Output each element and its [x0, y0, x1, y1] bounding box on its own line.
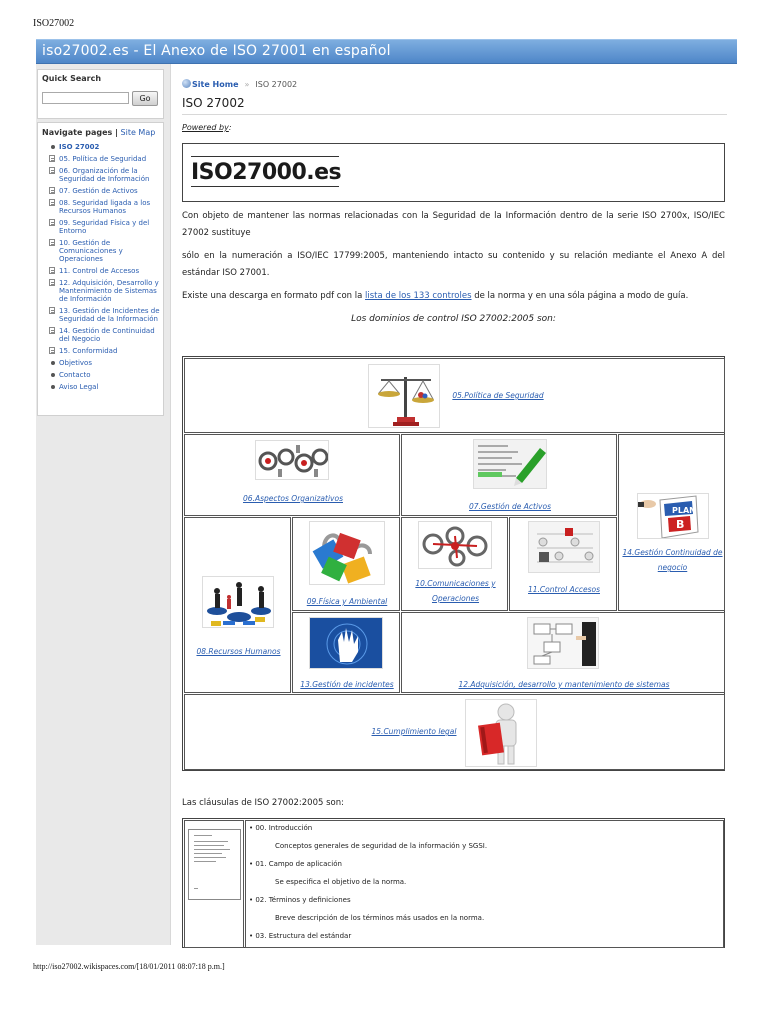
svg-text:PLAN: PLAN [672, 506, 696, 515]
powered-by-text: Powered by [182, 123, 229, 132]
print-header-title: ISO27002 [33, 18, 75, 29]
gears-network-image [418, 521, 492, 569]
download-text-pre: Existe una descarga en formato pdf con la [182, 291, 366, 301]
nav-item[interactable] [42, 167, 162, 183]
site-map-link[interactable]: Site Map [120, 128, 156, 137]
domain-cell-15 [184, 694, 725, 770]
domain-09-link[interactable]: 09.Física y Ambiental [306, 597, 388, 606]
clausulas-table [182, 818, 725, 948]
domain-cell-09 [292, 517, 400, 611]
domain-05-link[interactable]: 05.Política de Seguridad [452, 391, 544, 400]
nav-item-label: 15. Conformidad [59, 347, 118, 355]
domain-cell-12 [401, 612, 725, 693]
bullet-icon [51, 145, 55, 149]
domain-cell-14 [618, 434, 725, 611]
nav-item-label: 08. Seguridad ligada a los Recursos Humanos [59, 199, 151, 215]
clausula-item: • 02. Términos y definiciones [249, 896, 351, 904]
padlocks-image [309, 521, 385, 585]
clausula-description: Conceptos generales de seguridad de la información y SGSI. [275, 842, 488, 850]
nav-item-label: 09. Seguridad Física y del Entorno [59, 219, 150, 235]
development-diagram-image [527, 617, 599, 669]
page-icon [49, 239, 55, 246]
navigate-pages-panel [37, 122, 164, 416]
gears-people-image [255, 440, 329, 480]
nav-item[interactable] [42, 383, 162, 391]
breadcrumb-separator: » [244, 80, 250, 89]
nav-item[interactable] [42, 187, 162, 195]
nav-item-label: 11. Control de Accesos [59, 267, 140, 275]
clausulas-heading: Las cláusulas de ISO 27002:2005 son: [182, 798, 344, 808]
domain-15-link[interactable]: 15.Cumplimiento legal [371, 727, 457, 736]
numbering-paragraph: sólo en la numeración a ISO/IEC 17799:2005, manteniendo intacto su contenido y su relación mediante el Anexo A del estándar ISO 27001. [182, 251, 725, 278]
domain-11-link[interactable]: 11.Control Accesos [528, 585, 600, 594]
nav-item-label: 14. Gestión de Continuidad del Negocio [59, 327, 155, 343]
breadcrumb-home-link[interactable]: Site Home [192, 80, 239, 89]
page-icon [49, 327, 55, 334]
domain-13-link[interactable]: 13.Gestión de incidentes [300, 680, 394, 689]
page-icon [49, 167, 55, 174]
nav-item-label: Contacto [59, 371, 91, 379]
domain-10-link[interactable]: 10.Comunicaciones y Operaciones [415, 579, 496, 603]
nav-item[interactable] [42, 267, 162, 275]
iso27000-logo-banner[interactable] [182, 143, 725, 202]
clausula-item: • 00. Introducción [249, 824, 313, 832]
access-control-image [528, 521, 600, 573]
nav-item[interactable] [42, 239, 162, 263]
page-icon [49, 155, 55, 162]
nav-item[interactable] [42, 199, 162, 215]
page-icon [49, 199, 55, 206]
nav-item[interactable] [42, 143, 162, 151]
domain-12-link[interactable]: 12.Adquisición, desarrollo y mantenimiento de sistemas [458, 680, 670, 689]
bullet-icon [51, 385, 55, 389]
breadcrumb [182, 79, 297, 89]
nav-item[interactable] [42, 347, 162, 355]
breadcrumb-current: ISO 27002 [255, 80, 298, 89]
domains-grid [182, 356, 725, 771]
bullet-icon [51, 361, 55, 365]
nav-item[interactable] [42, 371, 162, 379]
page-icon [49, 307, 55, 314]
domain-06-link[interactable]: 06.Aspectos Organizativos [243, 494, 343, 503]
page-icon [49, 267, 55, 274]
domain-cell-08 [184, 517, 291, 693]
page-icon [49, 279, 55, 286]
controls-list-link[interactable]: lista de los 133 controles [365, 291, 472, 301]
nav-item-label: Objetivos [59, 359, 92, 367]
clausula-item: • 03. Estructura del estándar [249, 932, 352, 940]
site-banner-title: iso27002.es - El Anexo de ISO 27001 en español [42, 43, 391, 59]
nav-item-label: 12. Adquisición, Desarrollo y Mantenimiento de Sistemas de Información [59, 279, 159, 303]
asset-spreadsheet-image [473, 439, 547, 489]
download-text-post: de la norma y en una sóla página a modo de guía. [471, 291, 689, 301]
page-title: ISO 27002 [182, 96, 245, 110]
nav-item-label: Aviso Legal [59, 383, 99, 391]
domain-cell-06 [184, 434, 400, 516]
print-footer-url: http://iso27002.wikispaces.com/[18/01/2011 08:07:18 p.m.] [33, 962, 225, 971]
domain-cell-10 [401, 517, 508, 611]
quick-search-title: Quick Search [42, 74, 102, 83]
intro-paragraph: Con objeto de mantener las normas relacionadas con la Seguridad de la Información dentro de la serie ISO 2700x, ISO/IEC 27002 sustituye [182, 211, 725, 238]
title-divider [182, 114, 727, 115]
logo-top-rule [191, 156, 339, 157]
team-people-image [202, 576, 274, 628]
domains-heading: Los dominios de control ISO 27002:2005 son: [351, 314, 556, 324]
domain-08-link[interactable]: 08.Recursos Humanos [196, 647, 281, 656]
site-banner [36, 39, 737, 64]
nav-item-label: 13. Gestión de Incidentes de Seguridad de la Información [59, 307, 160, 323]
nav-list [42, 143, 162, 395]
download-paragraph [182, 288, 725, 305]
domain-cell-13 [292, 612, 400, 693]
powered-by-colon: : [228, 123, 232, 132]
page-icon [49, 187, 55, 194]
plan-b-image [637, 493, 709, 539]
powered-by-label [182, 123, 232, 132]
search-input[interactable] [42, 92, 129, 104]
nav-item[interactable] [42, 219, 162, 235]
clausula-item: • 01. Campo de aplicación [249, 860, 342, 868]
clausulas-list [245, 820, 724, 948]
nav-item-label: 06. Organización de la Seguridad de Información [59, 167, 150, 183]
domain-cell-05 [184, 358, 725, 433]
hand-print-image [309, 617, 383, 669]
nav-item[interactable] [42, 279, 162, 303]
domain-14-link[interactable]: 14.Gestión Continuidad de negocio [622, 548, 723, 572]
legal-figure-image [465, 699, 537, 767]
clausula-description: Breve descripción de los términos más usados en la norma. [275, 914, 485, 922]
page-icon [49, 347, 55, 354]
quick-search-panel [37, 69, 164, 119]
document-thumbnail[interactable] [188, 829, 241, 900]
nav-item[interactable] [42, 307, 162, 323]
nav-item[interactable] [42, 359, 162, 367]
logo-bottom-rule [191, 186, 339, 187]
nav-item[interactable] [42, 327, 162, 343]
domain-07-link[interactable]: 07.Gestión de Activos [469, 502, 551, 511]
nav-item-label: ISO 27002 [59, 143, 100, 151]
clausulas-thumbnail-cell [184, 820, 244, 948]
nav-item-label: 07. Gestión de Activos [59, 187, 138, 195]
bullet-icon [51, 373, 55, 377]
home-icon [182, 79, 191, 88]
scales-image [368, 364, 440, 428]
navigate-pages-header [42, 128, 155, 137]
domain-cell-07 [401, 434, 617, 516]
nav-item-label: 05. Política de Seguridad [59, 155, 147, 163]
svg-text:B: B [676, 518, 685, 531]
search-go-button[interactable]: Go [132, 91, 158, 106]
nav-item-label: 10. Gestión de Comunicaciones y Operaciones [59, 239, 123, 263]
nav-item[interactable] [42, 155, 162, 163]
domain-cell-11 [509, 517, 617, 611]
clausula-description: Se especifica el objetivo de la norma. [275, 878, 407, 886]
navigate-pages-title: Navigate pages | [42, 128, 118, 137]
iso27000-logo-text: ISO27000.es [191, 160, 342, 185]
page-icon [49, 219, 55, 226]
